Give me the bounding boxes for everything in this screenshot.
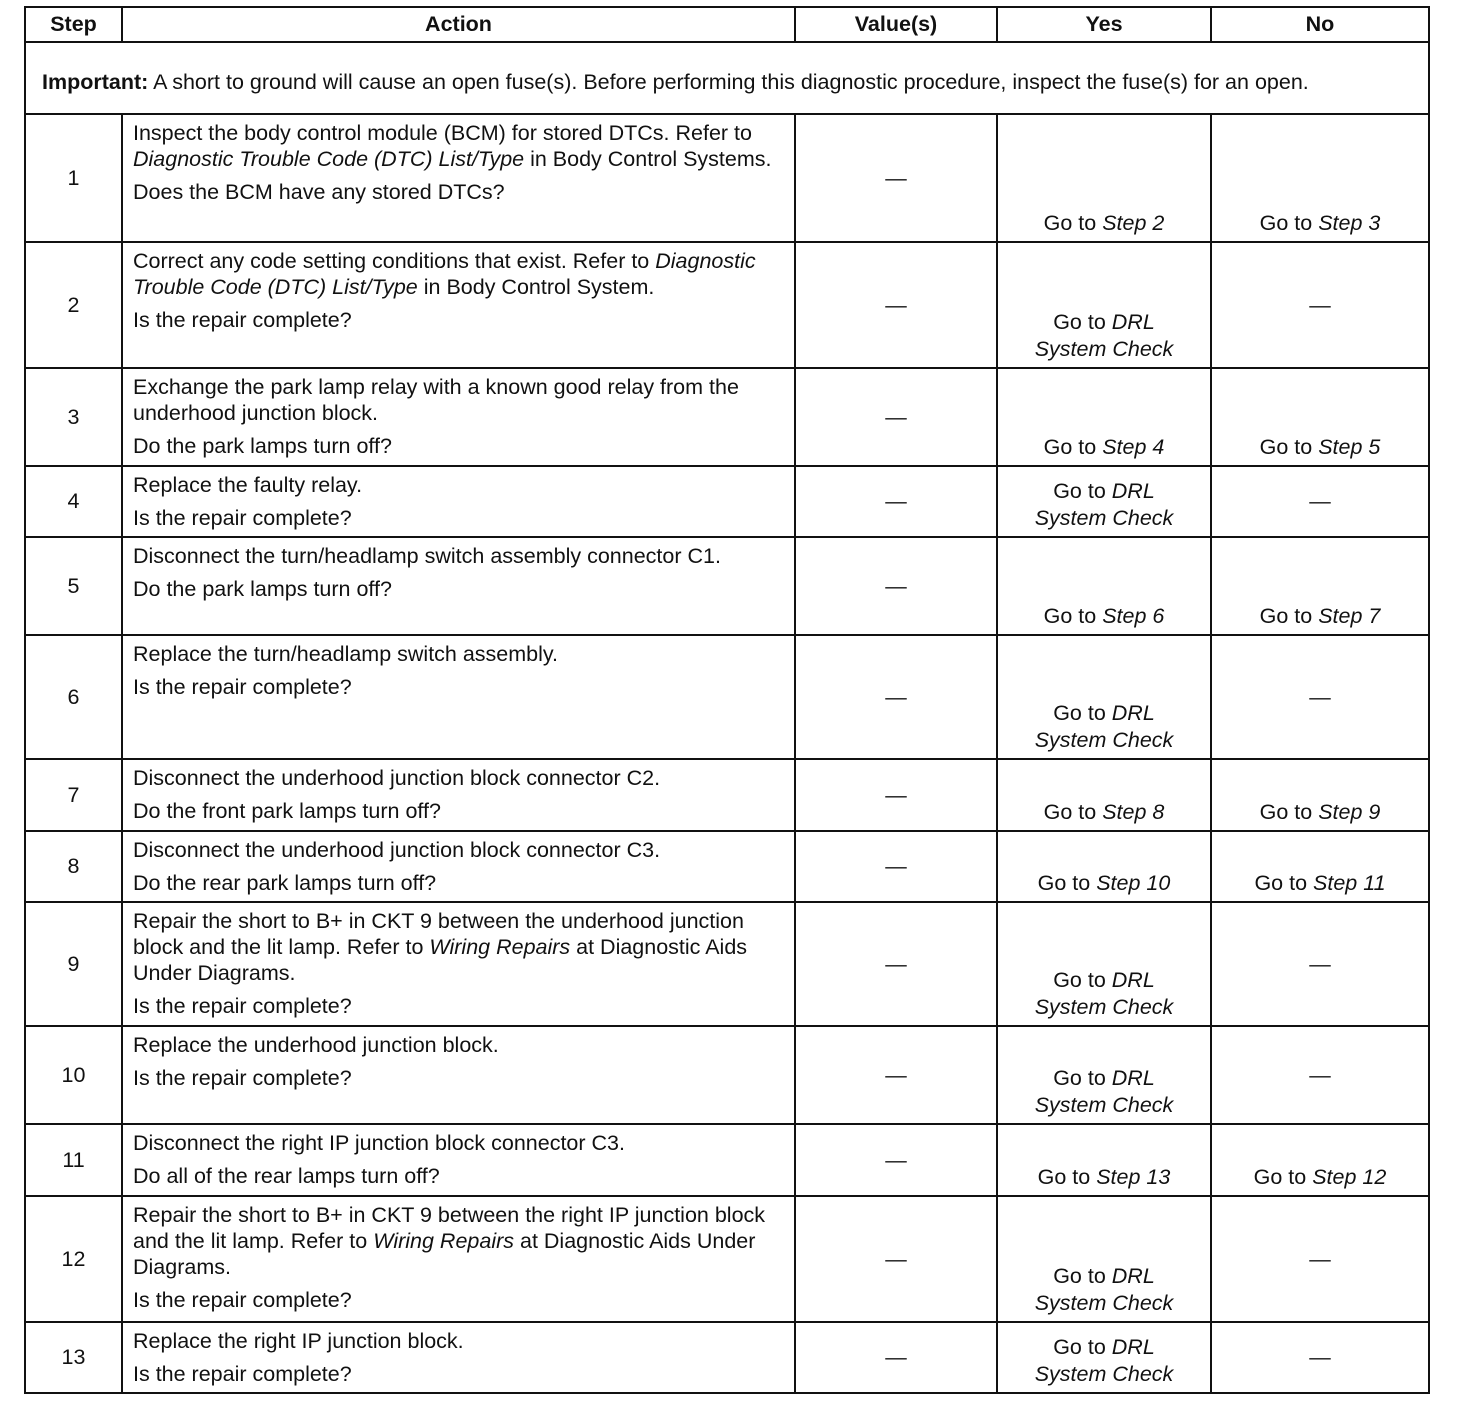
action-cell	[122, 1322, 795, 1393]
action-cell	[122, 831, 795, 902]
step-number: 10	[25, 1026, 122, 1124]
plain-text: Repair the short to B+ in CKT 9 between the right IP junction block and the lit lamp. Refer to	[133, 1203, 766, 1253]
yes-cell	[997, 1322, 1211, 1393]
action-cell	[122, 537, 795, 635]
action-cell	[122, 1026, 795, 1124]
action-question: Is the repair complete?	[133, 1288, 352, 1312]
value-cell: —	[795, 466, 997, 537]
plain-text: Replace the underhood junction block.	[133, 1033, 499, 1057]
reference-text: DRL	[1111, 479, 1155, 503]
table-row	[25, 1322, 1429, 1393]
plain-text: Go to	[1053, 701, 1112, 725]
no-cell	[1211, 114, 1429, 242]
plain-text: Go to	[1259, 604, 1319, 628]
reference-text: System Check	[1034, 995, 1174, 1019]
reference-text: Wiring Repairs	[373, 1229, 515, 1253]
plain-text: Disconnect the underhood junction block connector C2.	[133, 766, 661, 790]
reference-text: DRL	[1111, 1335, 1155, 1359]
step-number: 8	[25, 831, 122, 902]
yes-cell	[997, 537, 1211, 635]
action-question: Is the repair complete?	[133, 994, 352, 1018]
action-question: Do the front park lamps turn off?	[133, 799, 441, 823]
reference-text: Step 13	[1096, 1165, 1171, 1189]
reference-text: DRL	[1111, 968, 1155, 992]
action-instruction	[133, 248, 784, 300]
table-row	[25, 466, 1429, 537]
action-cell	[122, 902, 795, 1026]
plain-text: Go to	[1037, 1165, 1097, 1189]
step-number: 13	[25, 1322, 122, 1393]
table-row	[25, 242, 1429, 368]
plain-text: Go to	[1053, 479, 1112, 503]
step-number: 7	[25, 759, 122, 831]
action-question: Do the park lamps turn off?	[133, 577, 392, 601]
reference-text: Step 11	[1313, 871, 1386, 895]
plain-text: Go to	[1259, 211, 1319, 235]
step-number: 1	[25, 114, 122, 242]
step-number: 3	[25, 368, 122, 466]
header-values: Value(s)	[795, 7, 997, 42]
reference-text: DRL	[1111, 1264, 1155, 1288]
no-cell	[1211, 759, 1429, 831]
action-instruction	[133, 1328, 784, 1354]
plain-text: Repair the short to B+ in CKT 9 between the underhood junction block and the lit lamp. Refer to	[133, 909, 744, 959]
reference-text: Step 2	[1102, 211, 1165, 235]
reference-text: Wiring Repairs	[429, 935, 571, 959]
plain-text: Go to	[1043, 604, 1103, 628]
action-cell	[122, 242, 795, 368]
plain-text: Go to	[1259, 800, 1319, 824]
no-cell	[1211, 1124, 1429, 1196]
yes-cell	[997, 1196, 1211, 1322]
action-instruction	[133, 374, 784, 426]
value-cell: —	[795, 537, 997, 635]
value-cell: —	[795, 1322, 997, 1393]
value-cell: —	[795, 1196, 997, 1322]
important-note-row	[25, 42, 1429, 114]
reference-text: Step 12	[1312, 1165, 1387, 1189]
yes-cell	[997, 831, 1211, 902]
action-instruction	[133, 120, 784, 172]
plain-text: Go to	[1037, 871, 1097, 895]
reference-text: Step 3	[1318, 211, 1381, 235]
plain-text: Go to	[1053, 1264, 1112, 1288]
reference-text: System Check	[1034, 506, 1174, 530]
plain-text: Correct any code setting conditions that exist. Refer to	[133, 249, 656, 273]
no-cell	[1211, 831, 1429, 902]
action-instruction	[133, 1202, 784, 1280]
no-cell: —	[1211, 902, 1429, 1026]
value-cell: —	[795, 635, 997, 759]
action-question: Is the repair complete?	[133, 675, 352, 699]
action-cell	[122, 466, 795, 537]
action-cell	[122, 635, 795, 759]
reference-text: Step 9	[1318, 800, 1381, 824]
action-instruction	[133, 641, 784, 667]
no-cell	[1211, 368, 1429, 466]
table-row	[25, 114, 1429, 242]
reference-text: System Check	[1034, 1093, 1174, 1117]
plain-text: Go to	[1043, 800, 1103, 824]
reference-text: DRL	[1111, 701, 1155, 725]
table-row	[25, 902, 1429, 1026]
yes-cell	[997, 1026, 1211, 1124]
header-step: Step	[25, 7, 122, 42]
no-cell	[1211, 537, 1429, 635]
step-number: 9	[25, 902, 122, 1026]
reference-text: System Check	[1034, 1362, 1174, 1386]
table-row	[25, 635, 1429, 759]
reference-text: Step 7	[1318, 604, 1381, 628]
plain-text: Disconnect the right IP junction block connector C3.	[133, 1131, 625, 1155]
plain-text: Inspect the body control module (BCM) for stored DTCs. Refer to	[133, 121, 752, 145]
important-label: Important:	[42, 70, 149, 94]
plain-text: Go to	[1053, 310, 1112, 334]
table-row	[25, 537, 1429, 635]
plain-text: Disconnect the underhood junction block connector C3.	[133, 838, 661, 862]
value-cell: —	[795, 902, 997, 1026]
step-number: 12	[25, 1196, 122, 1322]
yes-cell	[997, 635, 1211, 759]
reference-text: Step 5	[1318, 435, 1381, 459]
no-cell: —	[1211, 1322, 1429, 1393]
diagnostic-table-container	[24, 6, 1430, 1394]
value-cell: —	[795, 759, 997, 831]
value-cell: —	[795, 242, 997, 368]
action-cell	[122, 114, 795, 242]
reference-text: System Check	[1034, 337, 1174, 361]
header-yes: Yes	[997, 7, 1211, 42]
reference-text: Step 6	[1102, 604, 1165, 628]
reference-text: Diagnostic Trouble Code (DTC) List/Type	[133, 249, 756, 299]
action-cell	[122, 1196, 795, 1322]
action-question: Do the park lamps turn off?	[133, 434, 392, 458]
plain-text: Go to	[1043, 211, 1103, 235]
action-question: Do all of the rear lamps turn off?	[133, 1164, 440, 1188]
diagnostic-table	[24, 6, 1430, 1394]
step-number: 2	[25, 242, 122, 368]
header-row	[25, 7, 1429, 42]
plain-text: Go to	[1253, 1165, 1313, 1189]
action-question: Does the BCM have any stored DTCs?	[133, 180, 505, 204]
action-instruction	[133, 908, 784, 986]
yes-cell	[997, 1124, 1211, 1196]
plain-text: Go to	[1254, 871, 1314, 895]
action-cell	[122, 759, 795, 831]
header-action: Action	[122, 7, 795, 42]
action-question: Is the repair complete?	[133, 308, 352, 332]
no-cell: —	[1211, 466, 1429, 537]
action-question: Is the repair complete?	[133, 1362, 352, 1386]
reference-text: Diagnostic Trouble Code (DTC) List/Type	[133, 147, 525, 171]
yes-cell	[997, 242, 1211, 368]
no-cell: —	[1211, 1026, 1429, 1124]
step-number: 5	[25, 537, 122, 635]
value-cell: —	[795, 114, 997, 242]
plain-text: Replace the faulty relay.	[133, 473, 363, 497]
reference-text: System Check	[1034, 1291, 1174, 1315]
plain-text: Go to	[1053, 1335, 1112, 1359]
no-cell: —	[1211, 635, 1429, 759]
table-row	[25, 368, 1429, 466]
plain-text: Exchange the park lamp relay with a known good relay from the underhood junction block.	[133, 375, 739, 425]
value-cell: —	[795, 368, 997, 466]
yes-cell	[997, 759, 1211, 831]
reference-text: System Check	[1034, 728, 1174, 752]
action-instruction	[133, 837, 784, 863]
table-row	[25, 1196, 1429, 1322]
yes-cell	[997, 114, 1211, 242]
yes-cell	[997, 466, 1211, 537]
reference-text: Step 10	[1096, 871, 1171, 895]
reference-text: DRL	[1111, 310, 1155, 334]
action-cell	[122, 368, 795, 466]
action-question: Is the repair complete?	[133, 1066, 352, 1090]
header-no: No	[1211, 7, 1429, 42]
step-number: 6	[25, 635, 122, 759]
table-row	[25, 1124, 1429, 1196]
plain-text: Replace the right IP junction block.	[133, 1329, 464, 1353]
action-question: Is the repair complete?	[133, 506, 352, 530]
plain-text: Replace the turn/headlamp switch assembly.	[133, 642, 559, 666]
plain-text: in Body Control Systems.	[524, 147, 772, 171]
no-cell: —	[1211, 1196, 1429, 1322]
plain-text: Go to	[1043, 435, 1103, 459]
important-text: A short to ground will cause an open fuse(s). Before performing this diagnostic procedure, inspect the fuse(s) for an open.	[148, 70, 1309, 94]
plain-text: at Diagnostic Aids Under Diagrams.	[133, 935, 748, 985]
yes-cell	[997, 368, 1211, 466]
step-number: 11	[25, 1124, 122, 1196]
action-instruction	[133, 765, 784, 791]
yes-cell	[997, 902, 1211, 1026]
action-instruction	[133, 1032, 784, 1058]
value-cell: —	[795, 831, 997, 902]
action-instruction	[133, 1130, 784, 1156]
plain-text: Go to	[1053, 968, 1112, 992]
reference-text: Step 8	[1102, 800, 1165, 824]
action-instruction	[133, 472, 784, 498]
reference-text: Step 4	[1102, 435, 1165, 459]
plain-text: Disconnect the turn/headlamp switch assembly connector C1.	[133, 544, 721, 568]
table-row	[25, 759, 1429, 831]
table-row	[25, 831, 1429, 902]
action-question: Do the rear park lamps turn off?	[133, 871, 437, 895]
action-instruction	[133, 543, 784, 569]
no-cell: —	[1211, 242, 1429, 368]
plain-text: Go to	[1053, 1066, 1112, 1090]
important-note	[25, 42, 1429, 114]
table-row	[25, 1026, 1429, 1124]
reference-text: DRL	[1111, 1066, 1155, 1090]
plain-text: at Diagnostic Aids Under Diagrams.	[133, 1229, 756, 1279]
plain-text: Go to	[1259, 435, 1319, 459]
action-cell	[122, 1124, 795, 1196]
step-number: 4	[25, 466, 122, 537]
value-cell: —	[795, 1026, 997, 1124]
plain-text: in Body Control System.	[417, 275, 655, 299]
value-cell: —	[795, 1124, 997, 1196]
